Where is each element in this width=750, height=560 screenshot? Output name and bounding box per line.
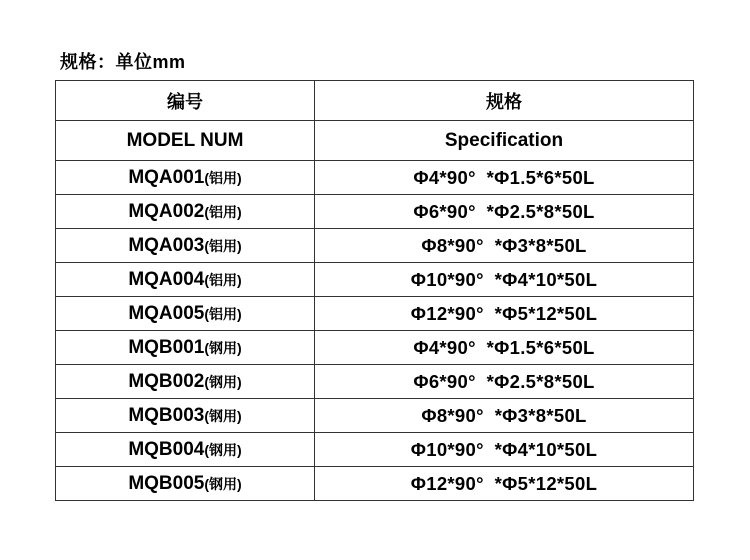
spec-cell — [315, 365, 694, 399]
header-spec-cn: 规格 — [315, 81, 694, 121]
material-note: (钢用) — [204, 373, 242, 390]
table-row — [56, 365, 694, 399]
table-row — [56, 229, 694, 263]
material-note: (铝用) — [204, 271, 242, 288]
model-number: MQA005 — [128, 302, 205, 324]
spec-cell — [315, 399, 694, 433]
model-number: MQA002 — [128, 200, 205, 222]
header-row-chinese — [56, 81, 694, 121]
table-row — [56, 297, 694, 331]
model-number: MQA003 — [128, 234, 205, 256]
material-note: (钢用) — [204, 441, 242, 458]
header-model-en: MODEL NUM — [56, 121, 315, 161]
spec-value: Φ12*90° *Φ5*12*50L — [410, 472, 598, 494]
model-cell — [56, 161, 315, 195]
spec-value: Φ4*90° *Φ1.5*6*50L — [413, 166, 595, 188]
model-cell — [56, 433, 315, 467]
spec-value: Φ6*90° *Φ2.5*8*50L — [413, 370, 595, 392]
model-cell — [56, 467, 315, 501]
spec-cell — [315, 263, 694, 297]
material-note: (钢用) — [204, 339, 242, 356]
table-row — [56, 195, 694, 229]
table-row — [56, 433, 694, 467]
spec-cell — [315, 467, 694, 501]
spec-cell — [315, 161, 694, 195]
model-number: MQA001 — [128, 166, 205, 188]
spec-value: Φ10*90° *Φ4*10*50L — [410, 268, 598, 290]
spec-table — [55, 80, 694, 501]
spec-cell — [315, 297, 694, 331]
material-note: (铝用) — [204, 169, 242, 186]
model-cell — [56, 399, 315, 433]
spec-cell — [315, 433, 694, 467]
spec-cell — [315, 229, 694, 263]
model-cell — [56, 365, 315, 399]
spec-value: Φ8*90° *Φ3*8*50L — [421, 234, 587, 256]
model-number: MQB002 — [128, 370, 205, 392]
spec-value: Φ6*90° *Φ2.5*8*50L — [413, 200, 595, 222]
model-number: MQB001 — [128, 336, 205, 358]
table-row — [56, 467, 694, 501]
material-note: (铝用) — [204, 203, 242, 220]
model-cell — [56, 263, 315, 297]
material-note: (钢用) — [204, 475, 242, 492]
table-row — [56, 263, 694, 297]
model-number: MQB003 — [128, 404, 205, 426]
spec-cell — [315, 331, 694, 365]
spec-caption: 规格：单位mm — [60, 52, 186, 72]
header-row-english — [56, 121, 694, 161]
spec-value: Φ12*90° *Φ5*12*50L — [410, 302, 598, 324]
spec-value: Φ4*90° *Φ1.5*6*50L — [413, 336, 595, 358]
table-row — [56, 331, 694, 365]
model-cell — [56, 195, 315, 229]
header-model-cn: 编号 — [56, 81, 315, 121]
model-number: MQB004 — [128, 438, 205, 460]
model-number: MQB005 — [128, 472, 205, 494]
material-note: (钢用) — [204, 407, 242, 424]
material-note: (铝用) — [204, 305, 242, 322]
model-cell — [56, 229, 315, 263]
table-row — [56, 161, 694, 195]
model-cell — [56, 331, 315, 365]
material-note: (铝用) — [204, 237, 242, 254]
model-number: MQA004 — [128, 268, 205, 290]
table-row — [56, 399, 694, 433]
spec-value: Φ10*90° *Φ4*10*50L — [410, 438, 598, 460]
header-spec-en: Specification — [315, 121, 694, 161]
model-cell — [56, 297, 315, 331]
spec-cell — [315, 195, 694, 229]
spec-value: Φ8*90° *Φ3*8*50L — [421, 404, 587, 426]
